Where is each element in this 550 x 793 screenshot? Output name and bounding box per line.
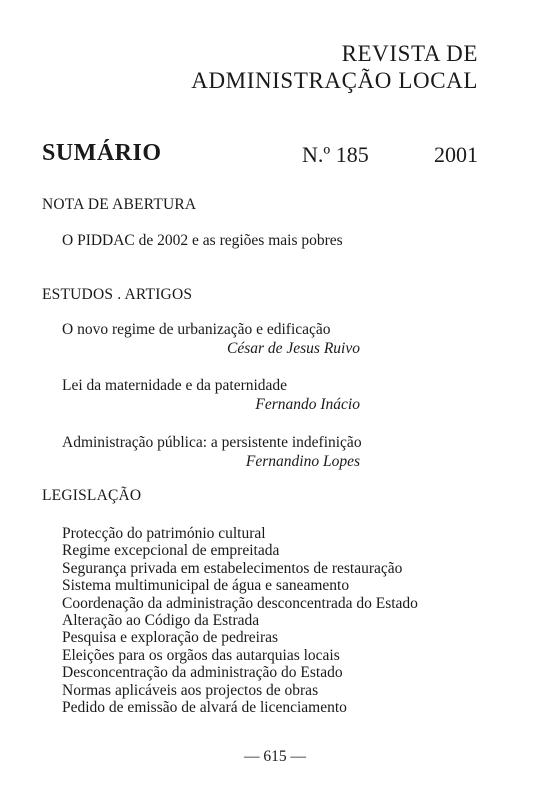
journal-title-line-2: ADMINISTRAÇÃO LOCAL	[191, 68, 478, 93]
journal-title-line-1: REVISTA DE	[341, 41, 478, 66]
list-item: Pesquisa e exploração de pedreiras	[62, 629, 279, 647]
list-item: Alteração ao Código da Estrada	[62, 612, 260, 630]
issue-year: 2001	[434, 142, 478, 167]
legislation-list	[62, 525, 418, 716]
list-item: Normas aplicáveis aos projectos de obras	[62, 681, 319, 699]
summary-header	[42, 140, 478, 170]
list-item: Sistema multimunicipal de água e saneamento	[62, 577, 350, 595]
issue-number: N.º 185	[302, 142, 369, 167]
section-heading-estudos: ESTUDOS . ARTIGOS	[42, 286, 193, 303]
list-item: Coordenação da administração desconcentrada do Estado	[62, 594, 418, 612]
list-item: Regime excepcional de empreitada	[62, 542, 280, 560]
list-item: Pedido de emissão de alvará de licenciamento	[62, 699, 347, 717]
section-heading-legislacao: LEGISLAÇÃO	[42, 487, 142, 504]
page-number: — 615 —	[244, 748, 306, 765]
article-title: Lei da maternidade e da paternidade	[62, 377, 288, 394]
article-title: O novo regime de urbanização e edificação	[62, 321, 331, 338]
summary-heading: SUMÁRIO	[42, 140, 162, 166]
article-author: Fernandino Lopes	[245, 453, 360, 470]
list-item: Desconcentração da administração do Estado	[62, 664, 343, 682]
section-heading-nota-abertura: NOTA DE ABERTURA	[42, 196, 197, 213]
article-author: César de Jesus Ruivo	[226, 340, 360, 357]
journal-title	[191, 40, 478, 94]
list-item: Protecção do património cultural	[62, 525, 266, 542]
list-item: Segurança privada em estabelecimentos de restauração	[62, 559, 403, 577]
article-author: Fernando Inácio	[255, 396, 360, 413]
article-title: Administração pública: a persistente indefinição	[62, 434, 362, 451]
nota-abertura-title: O PIDDAC de 2002 e as regiões mais pobres	[62, 232, 343, 249]
list-item: Eleições para os orgãos das autarquias locais	[62, 646, 340, 664]
